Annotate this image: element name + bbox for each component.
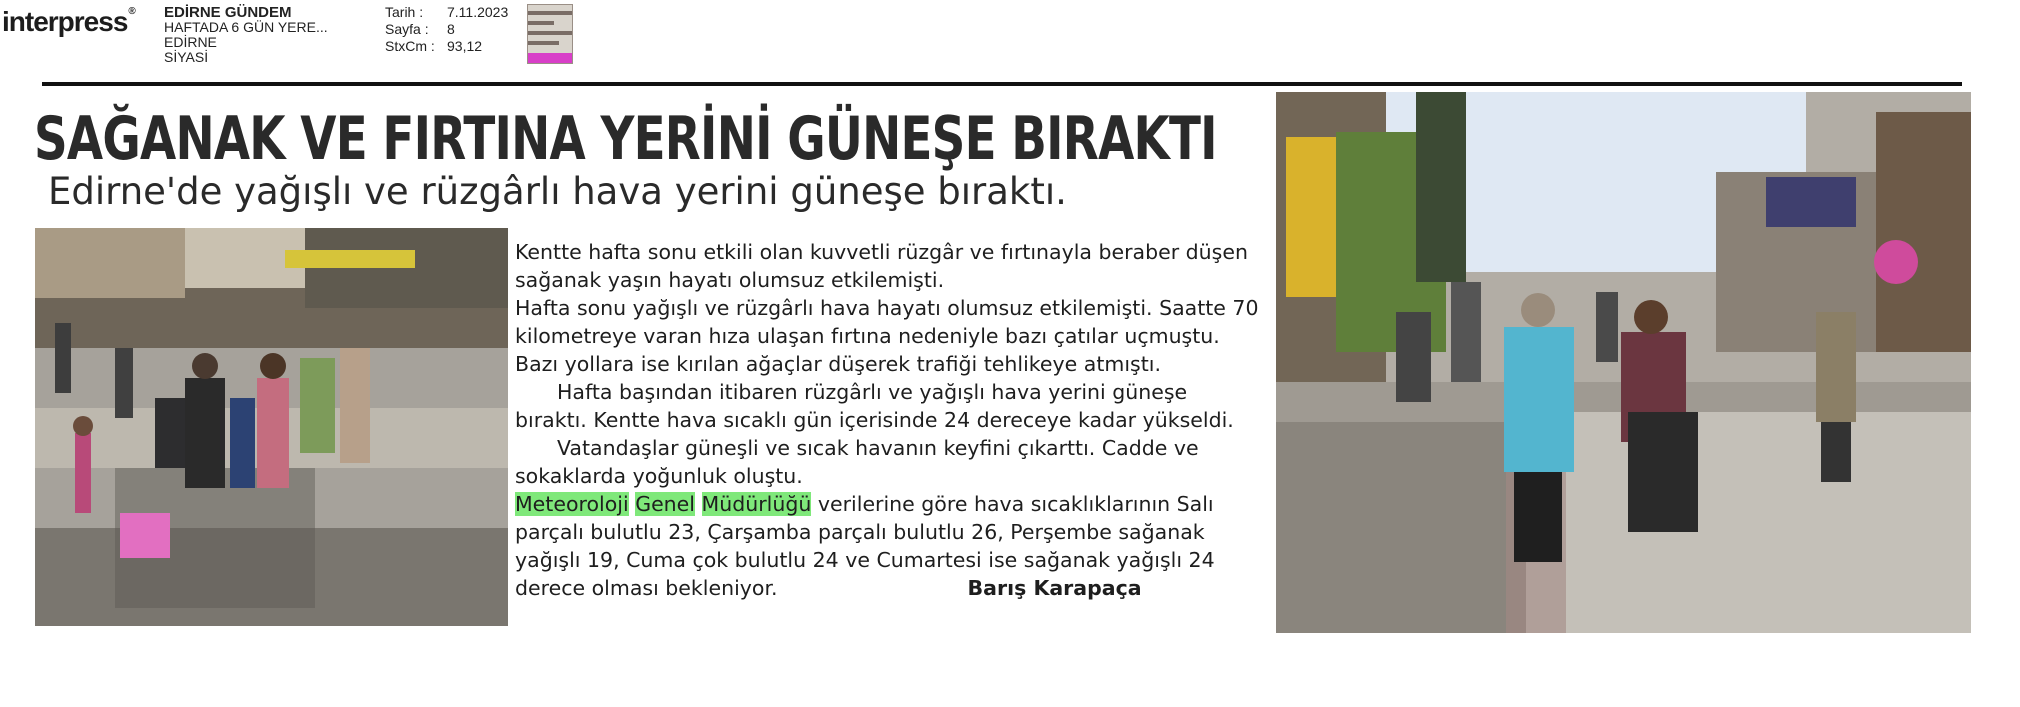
photo-street-families: [35, 228, 508, 626]
meta-row-size: [385, 38, 508, 55]
article-short-title: HAFTADA 6 GÜN YERE...: [164, 19, 328, 35]
thumb-line: [528, 31, 572, 35]
page-thumbnail[interactable]: [527, 4, 573, 64]
publication-name: EDİRNE GÜNDEM: [164, 4, 292, 21]
thumb-line: [528, 11, 572, 15]
interpress-logo: [2, 6, 135, 38]
article-body: [515, 238, 1265, 602]
meta-value: 7.11.2023: [447, 4, 509, 20]
photo-street-walkers: [1276, 92, 1971, 633]
meta-key: StxCm :: [385, 38, 435, 54]
thumb-line: [528, 41, 559, 45]
category: SİYASİ: [164, 49, 209, 65]
paragraph-2: Hafta sonu yağışlı ve rüzgârlı hava hayatı olumsuz etkilemişti. Saatte 70 kilometreye varan hıza ulaşan fırtına nedeniyle bazı çatılar uçmuştu. Bazı yollara ise kırılan ağaçlar düşerek trafiği tehlikeye atmıştı.: [515, 296, 1259, 376]
paragraph-4: Vatandaşlar güneşli ve sıcak havanın keyfini çıkarttı. Cadde ve sokaklarda yoğunluk oluştu.: [515, 436, 1199, 488]
thumb-highlight: [528, 53, 572, 63]
header-rule: [42, 82, 1962, 86]
thumb-line: [528, 21, 554, 25]
meta-key: Sayfa :: [385, 21, 429, 37]
highlight-genel: Genel: [635, 492, 695, 516]
highlight-mudurlugu: Müdürlüğü: [701, 492, 812, 516]
photo-right-art: [1276, 92, 1971, 633]
meta-value: 93,12: [447, 38, 483, 54]
paragraph-5: [515, 490, 1265, 602]
author-name: Barış Karapaça: [967, 576, 1142, 600]
meta-value: 8: [447, 21, 455, 37]
meta-row-date: [385, 4, 508, 21]
paragraph-3: Hafta başından itibaren rüzgârlı ve yağışlı hava yerini güneşe bıraktı. Kentte hava sıcaklı gün içerisinde 24 dereceye kadar yükseldi.: [515, 380, 1234, 432]
city: EDİRNE: [164, 34, 217, 50]
paragraph-5-text: verilerine göre hava sıcaklıklarının Salı parçalı bulutlu 23, Çarşamba parçalı bulutlu 26, Perşembe sağanak yağışlı 19, Cuma çok bulutlu 24 ve Cumartesi ise sağanak yağışlı 24 derece olması bekleniyor.: [515, 492, 1215, 600]
publication-info: [164, 5, 328, 65]
registered-mark: ®: [128, 6, 135, 17]
subheadline: Edirne'de yağışlı ve rüzgârlı hava yerini güneşe bıraktı.: [48, 170, 1067, 213]
meta-key: Tarih :: [385, 4, 424, 20]
logo-text: interpress: [2, 6, 128, 37]
paragraph-1: Kentte hafta sonu etkili olan kuvvetli rüzgâr ve fırtınayla beraber düşen sağanak yaşın hayatı olumsuz etkilemişti.: [515, 240, 1248, 292]
clip-meta: [385, 4, 508, 55]
photo-left-art: [35, 228, 508, 626]
highlight-meteoroloji: Meteoroloji: [515, 492, 629, 516]
meta-row-page: [385, 21, 508, 38]
headline: SAĞANAK VE FIRTINA YERİNİ GÜNEŞE BIRAKTI: [34, 104, 1217, 174]
